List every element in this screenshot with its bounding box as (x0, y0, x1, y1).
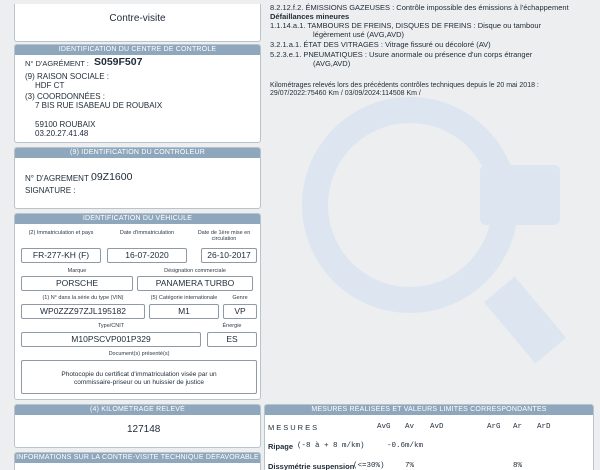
categorie-field: M1 (149, 304, 219, 319)
col-avd: AvD (430, 423, 444, 431)
immat-field: FR-277-KH (F) (21, 248, 101, 263)
raison-label: (9) RAISON SOCIALE : (25, 72, 110, 81)
cap-categorie: (5) Catégorie internationale (150, 295, 218, 301)
vin-field: WP0ZZZ97ZJL195182 (21, 304, 145, 319)
cap-documents: Document(s) présenté(s) (108, 351, 170, 357)
raison-value: HDF CT (35, 81, 65, 90)
defaillance-item-cont: (AVG,AVD) (313, 59, 351, 68)
informations-band: INFORMATIONS SUR LA CONTRE-VISITE TECHNIQUE DÉFAVORABLE (16, 454, 259, 461)
marque-field: PORSCHE (21, 276, 133, 291)
mesures-band: MESURES RÉALISÉES ET VALEURS LIMITES CORRESPONDANTES (265, 405, 593, 415)
documents-box (21, 360, 257, 394)
documents-line2: commissaire-priseur ou un huissier de justice (73, 379, 205, 386)
designation-field: PANAMERA TURBO (137, 276, 253, 291)
row-ar-value: 8% (513, 462, 523, 470)
defaillance-item: 3.2.1.a.1. ÉTAT DES VITRAGES : Vitrage fissuré ou décoloré (AV) (270, 40, 491, 49)
kilometrage-band: (4) KILOMÉTRAGE RELEVÉ (15, 405, 260, 415)
row-label: Dissymétrie suspension (268, 462, 355, 470)
address-line2: 59100 ROUBAIX (35, 120, 96, 129)
centre-band: IDENTIFICATION DU CENTRE DE CONTRÔLE (15, 45, 260, 55)
address-line1: 7 BIS RUE ISABEAU DE ROUBAIX (35, 101, 163, 110)
cap-marque: Marque (67, 268, 87, 274)
documents-line1: Photocopie du certificat d'immatriculation visée par un (61, 371, 217, 378)
defaillance-top-cut: 8.2.12.f.2. ÉMISSIONS GAZEUSES : Contrôle impossible des émissions à l'échappement (270, 3, 569, 12)
defaillance-item: 5.2.3.e.1. PNEUMATIQUES : Usure anormale ou présence d'un corps étranger (270, 50, 533, 59)
signature-label: SIGNATURE : (25, 186, 76, 195)
centre-agrement-label: N° D'AGRÉMENT : (25, 59, 89, 68)
kilometrage-panel (14, 404, 261, 448)
document-title: Contre-visite (109, 13, 166, 24)
cap-date-circ: Date de 1ère mise en circulation (197, 230, 251, 242)
mesures-header-label: MESURES (268, 423, 320, 432)
mesures-panel (264, 404, 594, 470)
col-av: Av (405, 423, 415, 431)
centre-agrement-value: S059F507 (94, 56, 143, 68)
kilometrage-value: 127148 (127, 424, 161, 435)
controleur-agrement-value: 09Z1600 (91, 171, 133, 183)
cap-vin: (1) N° dans la série du type (VIN) (42, 295, 124, 301)
mesures-row (265, 461, 593, 470)
coord-label: (3) COORDONNÉES : (25, 92, 106, 101)
row-av-value: 7% (405, 462, 415, 470)
col-arg: ArG (487, 423, 501, 431)
cap-date-immat: Date d'immatriculation (119, 230, 175, 236)
magnifier-watermark-icon (275, 70, 575, 370)
energie-field: ES (207, 332, 257, 347)
row-label: Ripage (268, 442, 294, 451)
vehicule-panel (14, 213, 261, 400)
type-field: M10PSCVP001P329 (21, 332, 201, 347)
row-limit: (-8 à + 8 m/km) (297, 442, 365, 450)
mineures-title: Défaillances mineures (270, 12, 350, 21)
vehicule-band: IDENTIFICATION DU VÉHICULE (15, 214, 260, 224)
mesures-row (265, 441, 593, 453)
defaillance-item-cont: légèrement usé (AVG,AVD) (313, 30, 405, 39)
defaillance-item: 1.1.14.a.1. TAMBOURS DE FREINS, DISQUES DE FREINS : Disque ou tambour (270, 21, 542, 30)
controleur-band: (9) IDENTIFICATION DU CONTRÔLEUR (15, 148, 260, 158)
contre-visite-box (14, 4, 261, 42)
cap-designation: Désignation commerciale (164, 268, 226, 274)
cap-immat: (2) Immatriculation et pays (28, 230, 94, 236)
centre-panel (14, 44, 261, 143)
cap-type: Type/CNIT (97, 323, 125, 329)
informations-panel (14, 452, 261, 470)
km-note-line1: Kilométrages relevés lors des précédents contrôles techniques depuis le 20 mai 2018 : (270, 82, 539, 89)
controleur-agrement-label: N° D'AGREMENT : (25, 174, 94, 183)
row-limit: (<=30%) (353, 462, 385, 470)
col-avg: AvG (377, 423, 391, 431)
row-av-value: -0.6m/km (387, 442, 424, 450)
centre-phone: 03.20.27.41.48 (35, 129, 89, 138)
col-ar: Ar (513, 423, 523, 431)
genre-field: VP (223, 304, 257, 319)
cap-energie: Énergie (222, 323, 242, 329)
date-circ-field: 26-10-2017 (201, 248, 257, 263)
km-note-line2: 29/07/2022:75460 Km / 03/09/2024:114508 Km / (270, 90, 421, 97)
controleur-panel (14, 147, 261, 209)
col-ard: ArD (537, 423, 551, 431)
date-immat-field: 16-07-2020 (107, 248, 187, 263)
mesures-header-row (265, 422, 593, 434)
cap-genre: Genre (232, 295, 248, 301)
